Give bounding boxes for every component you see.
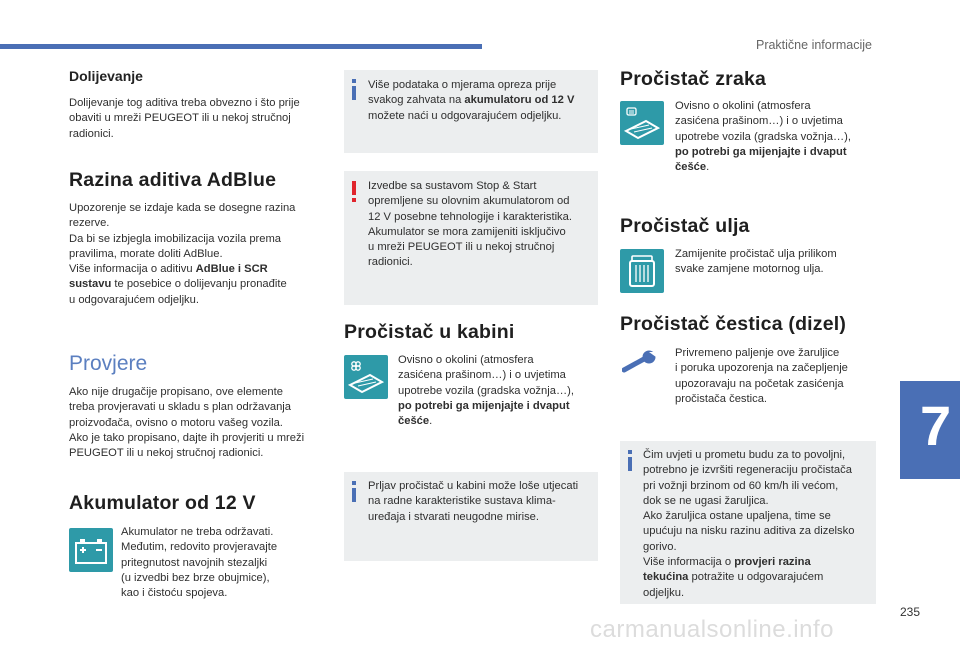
heading-provjere: Provjere [69, 352, 148, 375]
text-info-regeneracija: Čim uvjeti u prometu budu za to povoljni, potrebno je izvršiti regeneraciju pročistača pri vožnji brzinom od 60 km/h ili većom, dok se ne ugasi žaruljica. Ako žaruljica ostane upaljena, time se upućuju na nisku razinu aditiva za dizelsko gorivo. Više informacija o provjeri razina tekućina potražite u odgovarajućem odjeljku. [643, 449, 855, 599]
text-provjere: Ako nije drugačije propisano, ove elemente treba provjeravati u skladu s plan održavanja proizvođača, ovisno o motoru vašeg vozila. Ako je tako propisano, dajte ih provjeriti u mreži PEUGEOT ili u nekoj stručnoj radionici. [69, 386, 305, 460]
info-icon-bar [628, 457, 632, 471]
oil-filter-icon [620, 249, 664, 293]
watermark: carmanualsonline.info [590, 616, 834, 643]
text-adblue: Upozorenje se izdaje kada se dosegne razina rezerve. Da bi se izbjegla imobilizacija vozila prema pravilima, morate doliti AdBlue. Više informacija o aditivu AdBlue i SCR sustavu te posebice o dolijevanju pronađite u odgovarajućem odjeljku. [69, 202, 296, 306]
page-number: 235 [900, 605, 921, 619]
text-dolijevanje: Dolijevanje tog aditiva treba obvezno i što prije obaviti u mreži PEUGEOT ili u nekoj stručnoj radionici. [69, 97, 300, 140]
text-info-akumulator: Više podataka o mjerama opreza prije svakog zahvata na akumulatoru od 12 V možete naći u odgovarajućem odjeljku. [368, 79, 575, 122]
text-akumulator: Akumulator ne treba održavati. Međutim, redovito provjeravajte pritegnutost navojnih stezaljki (u izvedbi bez brze obujmice), kao i čistoću spojeva. [121, 526, 278, 600]
air-filter-icon [620, 101, 664, 145]
text-warning-stop-start: Izvedbe sa sustavom Stop & Start opremljene su olovnim akumulatorom od 12 V posebne tehnologije i karakteristika. Akumulator se mora zamijeniti isključivo u mreži PEUGEOT ili u nekoj stručnoj radionici. [368, 180, 572, 269]
header-accent-bar [0, 44, 482, 49]
battery-icon [69, 528, 113, 572]
heading-adblue: Razina aditiva AdBlue [69, 169, 277, 191]
heading-kabina: Pročistač u kabini [344, 321, 515, 343]
warning-icon [352, 181, 356, 195]
heading-cestice: Pročistač čestica (dizel) [620, 313, 847, 335]
heading-zrak: Pročistač zraka [620, 68, 767, 90]
wrench-icon [622, 350, 662, 374]
heading-dolijevanje: Dolijevanje [69, 68, 143, 84]
section-title: Praktične informacije [755, 38, 872, 52]
text-zrak: Ovisno o okolini (atmosfera zasićena prašinom…) i o uvjetima upotrebe vozila (gradska vožnja…), po potrebi ga mijenjajte i dvaput češće. [675, 100, 851, 174]
chapter-number: 7 [920, 394, 952, 457]
cabin-filter-icon [344, 355, 388, 399]
info-icon [352, 79, 356, 83]
text-ulje: Zamijenite pročistač ulja prilikom svake zamjene motornog ulja. [675, 248, 837, 276]
warning-icon-dot [352, 198, 356, 202]
info-icon-bar [352, 488, 356, 502]
text-info-kabina: Prljav pročistač u kabini može loše utjecati na radne karakteristike sustava klima- uređaja i stvarati neugodne mirise. [368, 480, 579, 523]
info-icon [628, 450, 632, 454]
heading-ulje: Pročistač ulja [620, 215, 750, 237]
text-kabina: Ovisno o okolini (atmosfera zasićena prašinom…) i o uvjetima upotrebe vozila (gradska vožnja…), po potrebi ga mijenjajte i dvaput češće. [398, 354, 574, 428]
text-cestice: Privremeno paljenje ove žaruljice i poruka upozorenja na začepljenje upozoravaju na početak zasićenja pročistača čestica. [675, 347, 848, 405]
info-icon [352, 481, 356, 485]
info-icon-bar [352, 86, 356, 100]
heading-akumulator: Akumulator od 12 V [69, 492, 256, 514]
